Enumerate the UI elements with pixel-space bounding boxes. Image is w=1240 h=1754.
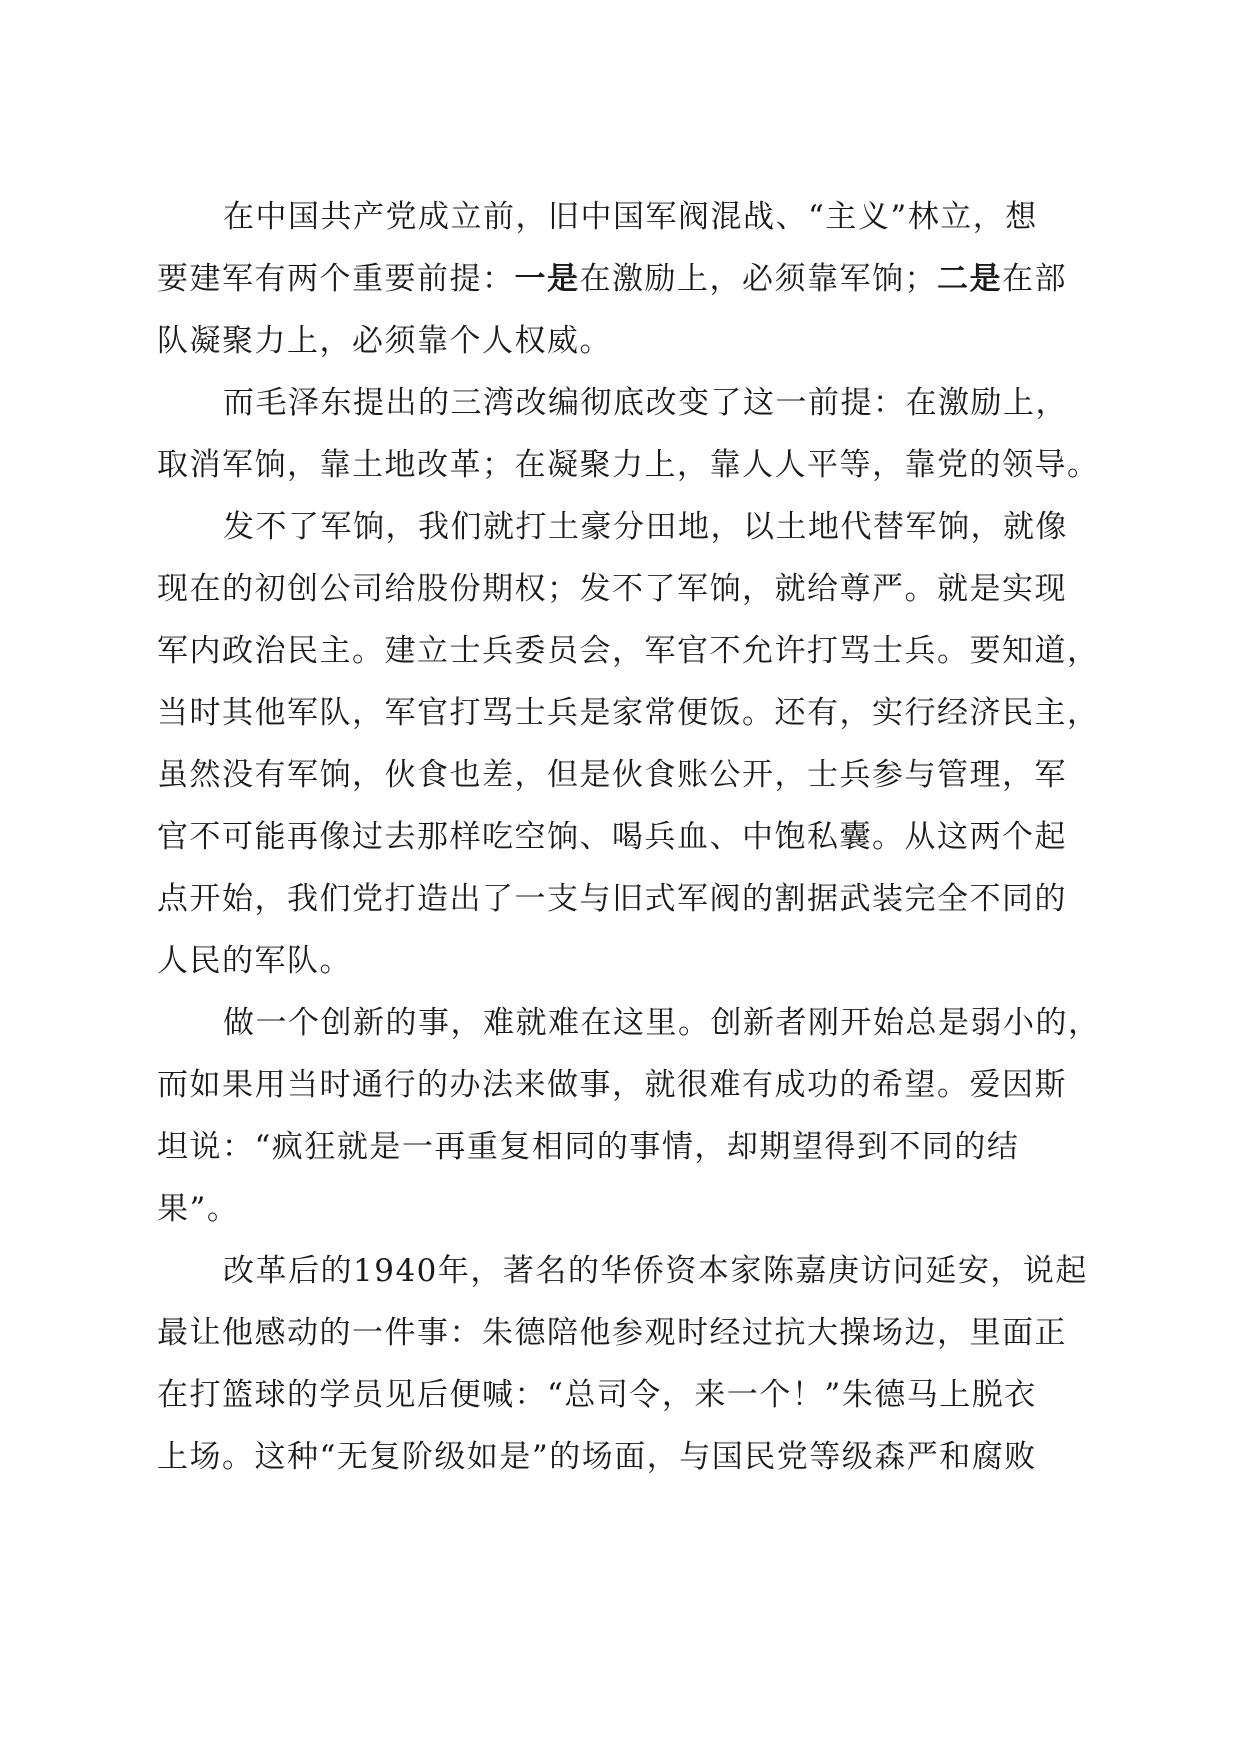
text-line: [157, 558, 1087, 620]
paragraph: [157, 496, 1100, 992]
text-line: [157, 744, 1087, 806]
text-segment: 而如果用当时通行的办法来做事，就很难有成功的希望。爱因斯: [157, 1067, 1067, 1103]
text-line: [157, 434, 1100, 496]
text-line: [157, 620, 1100, 682]
text-line: [157, 1364, 1087, 1426]
text-segment: 发不了军饷，我们就打土豪分田地，以土地代替军饷，就像: [223, 509, 1068, 545]
bold-keyword: 二是: [937, 261, 1002, 297]
text-segment: 官不可能再像过去那样吃空饷、喝兵血、中饱私囊。从这两个起: [157, 819, 1067, 855]
text-line: [157, 806, 1087, 868]
document-body: [157, 186, 1101, 1488]
text-segment: 而毛泽东提出的三湾改编彻底改变了这一前提：在激励上，: [223, 385, 1068, 421]
text-line: [157, 1116, 1087, 1178]
text-line: [157, 1302, 1087, 1364]
paragraph: [157, 992, 1101, 1240]
text-segment: 最让他感动的一件事：朱德陪他参观时经过抗大操场边，里面正: [157, 1315, 1067, 1351]
paragraph: [157, 186, 1087, 372]
text-line: [157, 992, 1101, 1054]
paragraph: [157, 1240, 1087, 1488]
text-segment: 人民的军队。: [157, 943, 352, 979]
text-segment: 在打篮球的学员见后便喊：“总司令，来一个！”朱德马上脱衣: [157, 1377, 1037, 1413]
text-segment: 改革后的1940年，著名的华侨资本家陈嘉庚访问延安，说起: [223, 1253, 1088, 1289]
text-line: [157, 310, 1087, 372]
text-segment: 队凝聚力上，必须靠个人权威。: [157, 323, 612, 359]
text-segment: 虽然没有军饷，伙食也差，但是伙食账公开，士兵参与管理，军: [157, 757, 1067, 793]
text-line: [157, 1178, 1087, 1240]
text-segment: 果”。: [157, 1191, 240, 1227]
text-segment: 在部: [1002, 261, 1067, 297]
text-line: [157, 1426, 1087, 1488]
text-segment: 军内政治民主。建立士兵委员会，军官不允许打骂士兵。要知道，: [157, 633, 1100, 669]
text-segment: 坦说：“疯狂就是一再重复相同的事情，却期望得到不同的结: [157, 1129, 1020, 1165]
text-segment: 在中国共产党成立前，旧中国军阀混战、“主义”林立，想: [223, 199, 1038, 235]
text-line: [157, 496, 1087, 558]
text-segment: 在激励上，必须靠军饷；: [579, 261, 937, 297]
text-segment: 要建军有两个重要前提：: [157, 261, 515, 297]
text-segment: 点开始，我们党打造出了一支与旧式军阀的割据武装完全不同的: [157, 881, 1067, 917]
bold-keyword: 一是: [514, 261, 580, 297]
text-segment: 做一个创新的事，难就难在这里。创新者刚开始总是弱小的，: [223, 1005, 1101, 1041]
text-line: [157, 248, 1087, 310]
text-segment: 现在的初创公司给股份期权；发不了军饷，就给尊严。就是实现: [157, 571, 1067, 607]
text-line: [157, 186, 1087, 248]
text-line: [157, 868, 1087, 930]
text-line: [157, 682, 1100, 744]
paragraph: [157, 372, 1100, 496]
text-segment: 上场。这种“无复阶级如是”的场面，与国民党等级森严和腐败: [157, 1439, 1037, 1475]
text-segment: 取消军饷，靠土地改革；在凝聚力上，靠人人平等，靠党的领导。: [157, 447, 1100, 483]
text-line: [157, 930, 1087, 992]
text-line: [157, 372, 1087, 434]
text-line: [157, 1240, 1087, 1302]
text-line: [157, 1054, 1087, 1116]
text-segment: 当时其他军队，军官打骂士兵是家常便饭。还有，实行经济民主，: [157, 695, 1100, 731]
